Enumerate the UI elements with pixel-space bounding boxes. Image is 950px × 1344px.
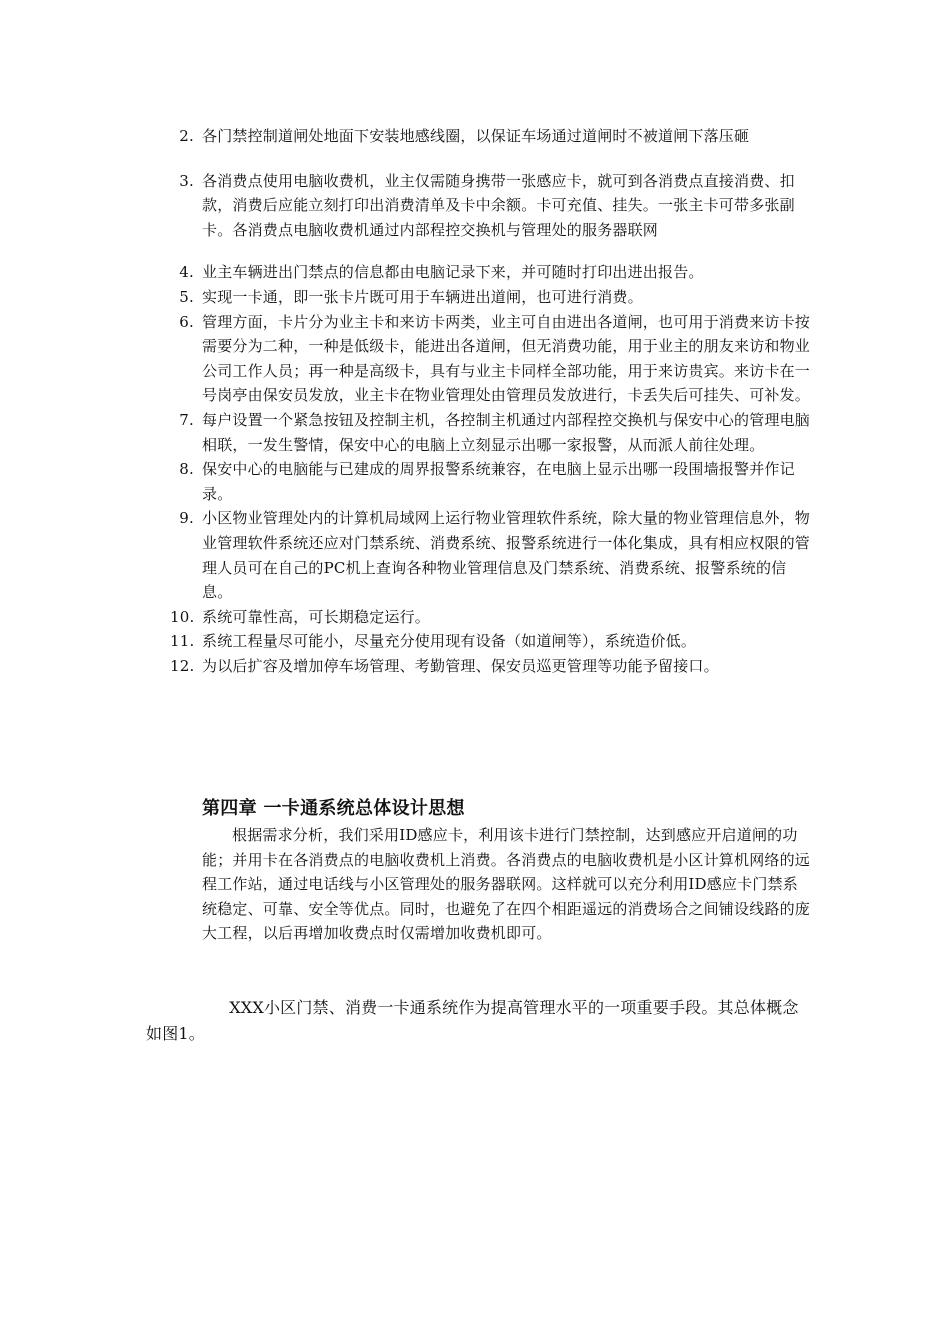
list-item [170, 654, 810, 679]
requirements-list [170, 124, 810, 678]
list-item-text: 为以后扩容及增加停车场管理、考勤管理、保安员巡更管理等功能予留接口。 [202, 656, 719, 675]
list-item [170, 629, 810, 654]
list-item-text: 系统工程量尽可能小，尽量充分使用现有设备（如道闸等），系统造价低。 [202, 632, 697, 651]
list-item-text: 实现一卡通，即一张卡片既可用于车辆进出道闸，也可进行消费。 [202, 287, 643, 306]
list-item [170, 408, 810, 457]
list-item-text: 业主车辆进出门禁点的信息都由电脑记录下来，并可随时打印出进出报告。 [202, 263, 704, 282]
list-item-number: 4. [179, 263, 194, 282]
chapter-paragraph: 根据需求分析，我们采用ID感应卡，利用该卡进行门禁控制，达到感应开启道闸的功能；并用卡在各消费点的电脑收费机上消费。各消费点的电脑收费机是小区计算机网络的远程工作站，通过电话线与小区管理处的服务器联网。这样就可以充分利用ID感应卡门禁系统稳定、可靠、安全等优点。同时，也避免了在四个相距遥远的消费场合之间铺设线路的庞大工程，以后再增加收费点时仅需增加收费机即可。 [202, 826, 811, 942]
list-item-text: 管理方面，卡片分为业主卡和来访卡两类，业主可自由进出各道闸，也可用于消费来访卡按需要分为二种，一种是低级卡，能进出各道闸，但无消费功能，用于业主的朋友来访和物业公司工作人员；再一种是高级卡，具有与业主卡同样全部功能，用于来访贵宾。来访卡在一号岗亭由保安员发放，业主卡在物业管理处由管理员发放进行，卡丢失后可挂失、可补发。 [202, 312, 811, 405]
list-item-number: 12. [170, 656, 195, 675]
list-item [170, 506, 810, 604]
list-item-text: 保安中心的电脑能与已建成的周界报警系统兼容，在电脑上显示出哪一段围墙报警并作记录。 [202, 460, 795, 503]
list-item-text: 系统可靠性高，可长期稳定运行。 [202, 607, 431, 626]
list-item-number: 9. [179, 509, 194, 528]
list-item-text: 每户设置一个紧急按钮及控制主机，各控制主机通过内部程控交换机与保安中心的管理电脑相联，一发生警情，保安中心的电脑上立刻显示出哪一家报警，从而派人前往处理。 [202, 410, 811, 454]
list-item-number: 5. [179, 287, 194, 306]
list-item-number: 10. [170, 607, 195, 626]
list-item [170, 260, 810, 285]
list-item [170, 124, 810, 149]
list-item-number: 6. [179, 312, 194, 331]
list-item-number: 7. [179, 410, 194, 429]
list-item-text: 各门禁控制道闸处地面下安装地感线圈，以保证车场通过道闸时不被道闸下落压砸 [202, 127, 750, 145]
list-item-number: 11. [170, 632, 195, 651]
list-item-number: 8. [179, 460, 194, 479]
list-item-number: 3. [179, 171, 194, 190]
list-item-text: 各消费点使用电脑收费机，业主仅需随身携带一张感应卡，就可到各消费点直接消费、扣款，消费后应能立刻打印出消费清单及卡中余额。卡可充值、挂失。一张主卡可带多张副卡。各消费点电脑收费机通过内部程控交换机与管理处的服务器联网 [202, 171, 795, 239]
summary-paragraph: XXX小区门禁、消费一卡通系统作为提高管理水平的一项重要手段。其总体概念如图1。 [146, 998, 799, 1043]
list-item [170, 605, 810, 630]
list-item [170, 285, 810, 310]
list-item [170, 457, 810, 506]
list-item [170, 310, 810, 408]
list-item-number: 2. [179, 127, 194, 145]
chapter-heading: 第四章 一卡通系统总体设计思想 [202, 798, 465, 819]
list-item [170, 169, 810, 243]
list-item-text: 小区物业管理处内的计算机局域网上运行物业管理软件系统，除大量的物业管理信息外，物业管理软件系统还应对门禁系统、消费系统、报警系统进行一体化集成，具有相应权限的管理人员可在自己的PC机上查询各种物业管理信息及门禁系统、消费系统、报警系统的信息。 [202, 509, 811, 602]
